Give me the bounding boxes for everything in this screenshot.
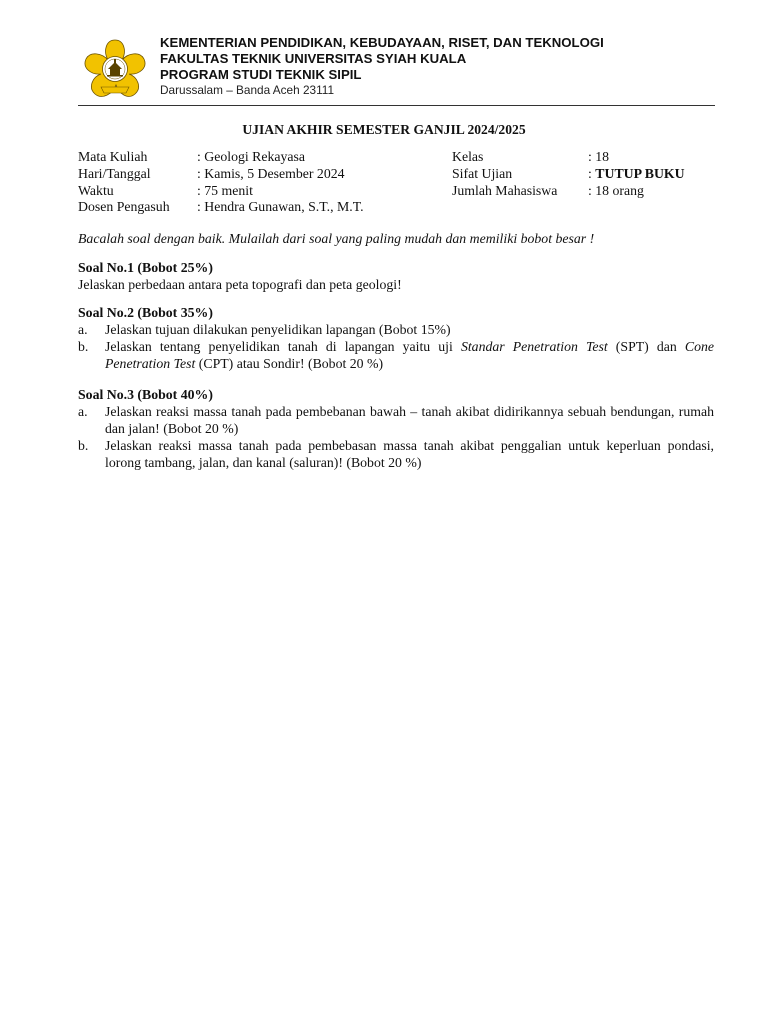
- info-value: : 18: [588, 149, 610, 164]
- info-row: [78, 149, 448, 166]
- info-row: [78, 183, 448, 200]
- question-1: [78, 259, 714, 293]
- item-text-line: [105, 338, 714, 355]
- question-2: [78, 304, 714, 372]
- info-label: Kelas: [452, 149, 484, 164]
- info-value: : 75 menit: [197, 182, 253, 198]
- item-letter: b.: [78, 438, 89, 453]
- exam-info-right: [452, 149, 722, 199]
- item-text-line: dan jalan! (Bobot 20 %): [105, 421, 239, 436]
- letterhead: [78, 35, 715, 107]
- info-value: : Kamis, 5 Desember 2024: [197, 165, 345, 181]
- exam-type-value: TUTUP BUKU: [595, 165, 685, 181]
- program-name: PROGRAM STUDI TEKNIK SIPIL: [160, 67, 362, 82]
- question-item: [78, 403, 714, 437]
- item-text-part: (CPT) atau Sondir! (Bobot 20 %): [195, 356, 384, 371]
- info-label: Jumlah Mahasiswa: [452, 182, 558, 198]
- item-text-line: Jelaskan reaksi massa tanah pada pembebanan bawah – tanah akibat didirikannya sebuah bendungan, rumah: [105, 404, 714, 419]
- exam-title: UJIAN AKHIR SEMESTER GANJIL 2024/2025: [242, 122, 526, 137]
- item-text-part: Jelaskan tentang penyelidikan tanah di lapangan yaitu uji: [105, 339, 461, 354]
- letterhead-text: [160, 35, 604, 98]
- question-item: [78, 321, 714, 338]
- faculty-name: FAKULTAS TEKNIK UNIVERSITAS SYIAH KUALA: [160, 51, 467, 66]
- question-title: Soal No.1 (Bobot 25%): [78, 260, 213, 275]
- item-text-line: Jelaskan reaksi massa tanah pada pembebasan massa tanah akibat penggalian untuk keperluan pondasi,: [105, 438, 714, 453]
- item-text: Jelaskan tujuan dilakukan penyelidikan lapangan (Bobot 15%): [105, 322, 451, 337]
- question-item: [78, 338, 714, 372]
- item-text-italic: Cone: [684, 339, 714, 354]
- item-letter: a.: [78, 404, 88, 419]
- info-label: Mata Kuliah: [78, 149, 148, 164]
- item-letter: b.: [78, 339, 89, 354]
- info-value-prefix: :: [588, 165, 596, 181]
- question-3: [78, 386, 714, 471]
- info-row: [452, 149, 722, 166]
- exam-info-left: [78, 149, 448, 216]
- info-row: [452, 183, 722, 200]
- item-text-italic: Penetration Test: [105, 356, 196, 371]
- instruction: Bacalah soal dengan baik. Mulailah dari soal yang paling mudah dan memiliki bobot besar !: [78, 231, 595, 246]
- ministry-name: KEMENTERIAN PENDIDIKAN, KEBUDAYAAN, RISET, DAN TEKNOLOGI: [160, 35, 604, 50]
- item-text-line: [105, 355, 714, 372]
- address: Darussalam – Banda Aceh 23111: [160, 83, 335, 97]
- info-label: Dosen Pengasuh: [78, 199, 170, 215]
- item-text-part: (SPT) dan: [607, 339, 685, 354]
- item-text-line: lorong tambang, jalan, dan kanal (saluran)! (Bobot 20 %): [105, 455, 422, 470]
- info-label: Hari/Tanggal: [78, 165, 151, 181]
- info-value: : Geologi Rekayasa: [197, 149, 306, 164]
- info-label: Sifat Ujian: [452, 165, 513, 181]
- question-title: Soal No.2 (Bobot 35%): [78, 305, 213, 320]
- info-value: : 18 orang: [588, 182, 644, 198]
- info-row: [452, 166, 722, 183]
- question-text: Jelaskan perbedaan antara peta topografi dan peta geologi!: [78, 277, 402, 292]
- info-value: [588, 166, 685, 183]
- item-text-italic: Standar Penetration Test: [460, 339, 608, 354]
- info-label: Waktu: [78, 182, 114, 198]
- item-letter: a.: [78, 322, 88, 337]
- question-item: [78, 437, 714, 471]
- question-title: Soal No.3 (Bobot 40%): [78, 387, 213, 402]
- info-value: : Hendra Gunawan, S.T., M.T.: [197, 199, 364, 215]
- header-divider: [78, 105, 715, 106]
- info-row: [78, 199, 448, 216]
- info-row: [78, 166, 448, 183]
- university-seal-icon: [78, 37, 152, 103]
